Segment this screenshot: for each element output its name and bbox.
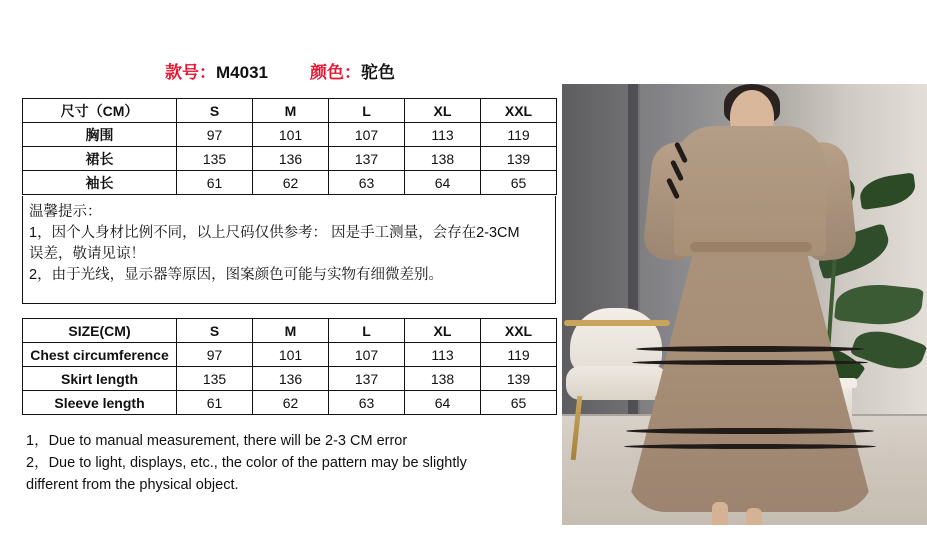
cell-skirt-s: 135 — [177, 147, 253, 171]
cell-chest-m-en: 101 — [253, 343, 329, 367]
cell-chest-l: 107 — [329, 123, 405, 147]
color-label: 颜色： — [309, 63, 361, 82]
notes-cn-line-1: 1，因个人身材比例不同，以上尺码仅供参考： 因是手工测量，会存在2-3CM — [29, 225, 520, 241]
cell-sleeve-l-en: 63 — [329, 391, 405, 415]
table-row — [23, 123, 557, 147]
col-header-xxl: XXL — [481, 99, 557, 123]
cell-sleeve-l: 63 — [329, 171, 405, 195]
table-header-row — [23, 99, 557, 123]
table-row — [23, 343, 557, 367]
cell-sleeve-m-en: 62 — [253, 391, 329, 415]
notes-en-line-3: different from the physical object. — [26, 477, 239, 493]
dress-trim — [626, 428, 874, 434]
col-header-xxl-en: XXL — [481, 319, 557, 343]
cell-skirt-m-en: 136 — [253, 367, 329, 391]
cell-chest-xxl: 119 — [481, 123, 557, 147]
color-value: 驼色 — [360, 63, 395, 82]
style-number-label: 款号： — [165, 63, 216, 82]
notes-en-line-2: 2，Due to light, displays, etc., the color of the pattern may be slightly — [26, 455, 467, 471]
chair-arm — [564, 320, 670, 326]
table-row — [23, 391, 557, 415]
size-table-en — [22, 318, 557, 415]
cell-sleeve-xxl-en: 65 — [481, 391, 557, 415]
table-row — [23, 367, 557, 391]
cell-skirt-xxl: 139 — [481, 147, 557, 171]
col-header-m: M — [253, 99, 329, 123]
row-label-skirt-en: Skirt length — [23, 367, 177, 391]
dress-trim — [636, 346, 864, 352]
table-row — [23, 147, 557, 171]
col-header-l: L — [329, 99, 405, 123]
notes-en-line-1: 1，Due to manual measurement, there will be 2-3 CM error — [26, 433, 408, 449]
cell-sleeve-xxl: 65 — [481, 171, 557, 195]
table-header-row — [23, 319, 557, 343]
product-photo — [562, 84, 927, 525]
col-header-s: S — [177, 99, 253, 123]
col-header-xl-en: XL — [405, 319, 481, 343]
chair-back — [570, 308, 662, 374]
row-label-skirt: 裙长 — [23, 147, 177, 171]
cell-chest-s: 97 — [177, 123, 253, 147]
cell-chest-xxl-en: 119 — [481, 343, 557, 367]
cell-sleeve-xl-en: 64 — [405, 391, 481, 415]
cell-skirt-xl: 138 — [405, 147, 481, 171]
notes-cn-line-2: 误差，敬请见谅！ — [29, 246, 145, 262]
cell-sleeve-s-en: 61 — [177, 391, 253, 415]
col-header-size-en: SIZE(CM) — [23, 319, 177, 343]
model-leg — [746, 508, 762, 525]
cell-chest-xl-en: 113 — [405, 343, 481, 367]
cell-chest-m: 101 — [253, 123, 329, 147]
dress-bodice — [674, 126, 826, 256]
cell-skirt-xxl-en: 139 — [481, 367, 557, 391]
notes-cn-line-3: 2，由于光线，显示器等原因，图案颜色可能与实物有细微差别。 — [29, 267, 444, 283]
notes-cn-title: 温馨提示： — [29, 204, 102, 220]
page-title — [0, 58, 560, 83]
cell-sleeve-xl: 64 — [405, 171, 481, 195]
row-label-sleeve: 袖长 — [23, 171, 177, 195]
dress-trim — [624, 444, 876, 449]
cell-skirt-l: 137 — [329, 147, 405, 171]
notes-cn — [22, 196, 556, 304]
model-leg — [712, 502, 728, 525]
row-label-sleeve-en: Sleeve length — [23, 391, 177, 415]
col-header-xl: XL — [405, 99, 481, 123]
cell-skirt-l-en: 137 — [329, 367, 405, 391]
cell-chest-xl: 113 — [405, 123, 481, 147]
col-header-l-en: L — [329, 319, 405, 343]
cell-chest-s-en: 97 — [177, 343, 253, 367]
dress-belt — [690, 242, 812, 252]
notes-en — [22, 424, 556, 504]
cell-sleeve-s: 61 — [177, 171, 253, 195]
col-header-size: 尺寸（CM） — [23, 99, 177, 123]
cell-sleeve-m: 62 — [253, 171, 329, 195]
col-header-s-en: S — [177, 319, 253, 343]
cell-chest-l-en: 107 — [329, 343, 405, 367]
row-label-chest: 胸围 — [23, 123, 177, 147]
row-label-chest-en: Chest circumference — [23, 343, 177, 367]
chair-seat — [566, 366, 668, 400]
cell-skirt-s-en: 135 — [177, 367, 253, 391]
dress-trim — [632, 360, 868, 365]
col-header-m-en: M — [253, 319, 329, 343]
cell-skirt-xl-en: 138 — [405, 367, 481, 391]
table-row — [23, 171, 557, 195]
size-table-cn — [22, 98, 557, 195]
style-number-value: M4031 — [216, 63, 268, 82]
cell-skirt-m: 136 — [253, 147, 329, 171]
